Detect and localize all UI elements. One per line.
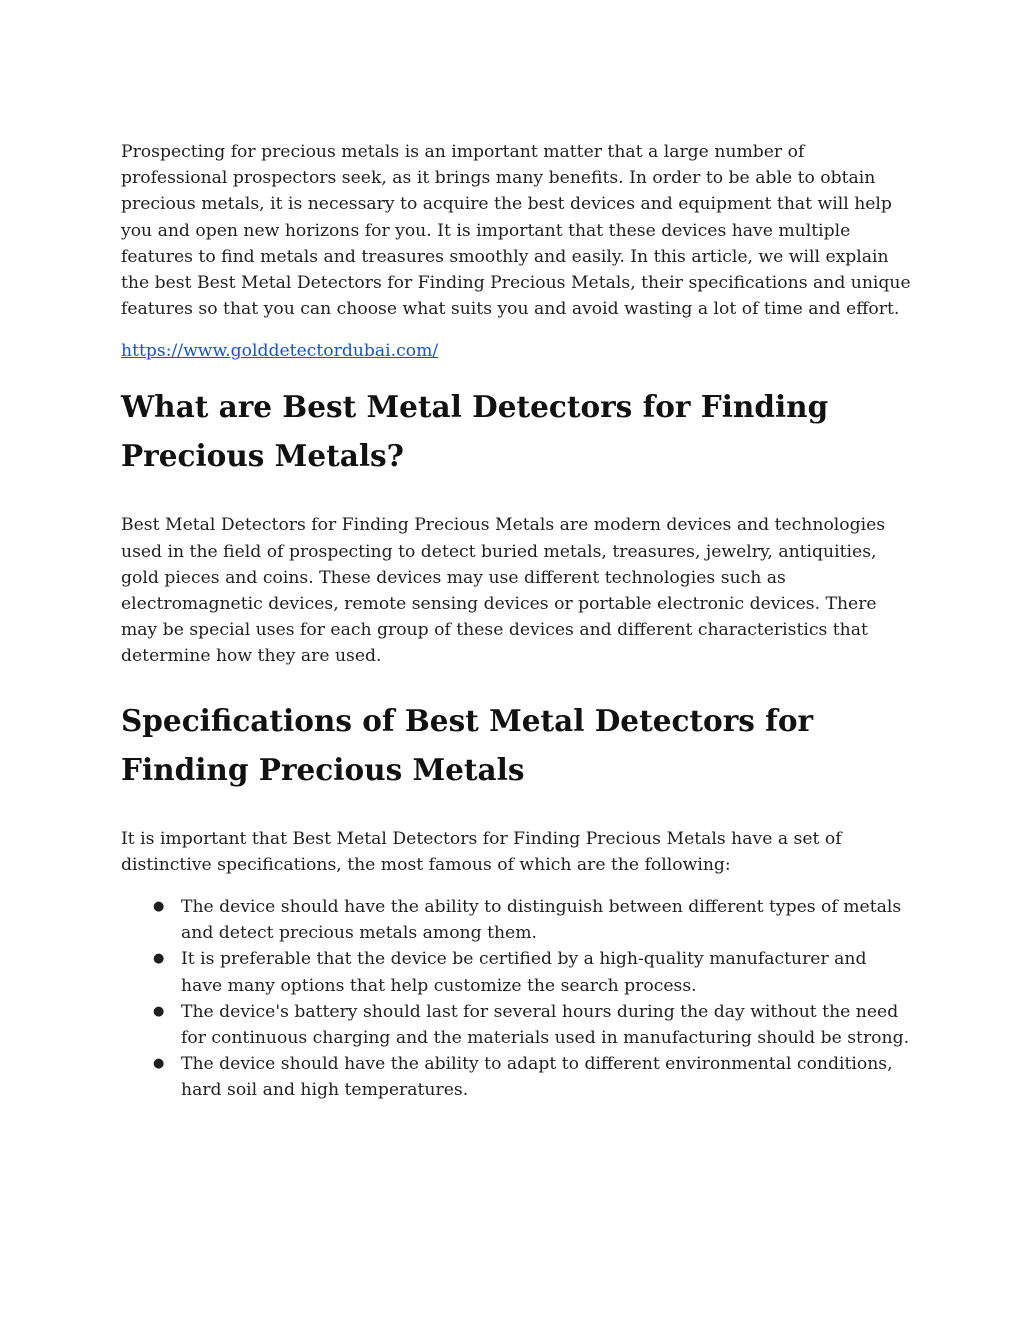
document-page (121, 139, 911, 1104)
list-item-text: The device's battery should last for several hours during the day without the need for continuous charging and the materials used in manufacturing should be strong. (181, 1001, 910, 1049)
section-specifications-body: It is important that Best Metal Detectors for Finding Precious Metals have a set of distinctive specifications, the most famous of which are the following: (121, 828, 842, 875)
list-item (121, 946, 911, 998)
bullet-icon: ● (153, 1003, 165, 1019)
bullet-icon: ● (153, 951, 165, 967)
intro-paragraph: Prospecting for precious metals is an important matter that a large number of professional prospectors seek, as it brings many benefits. In order to be able to obtain precious metals, it is necessary to acquire the best devices and equipment that will help you and open new horizons for you. It is important that these devices have multiple features to find metals and treasures smoothly and easily. In this article, we will explain the best Best Metal Detectors for Finding Precious Metals, their specifications and unique features so that you can choose what suits you and avoid wasting a lot of time and effort. (121, 142, 911, 320)
section-what-are-body: Best Metal Detectors for Finding Precious Metals are modern devices and technologies used in the field of prospecting to detect buried metals, treasures, jewelry, antiquities, gold pieces and coins. These devices may use different technologies such as electromagnetic devices, remote sensing devices or portable electronic devices. There may be special uses for each group of these devices and different characteristics that determine how they are used. (121, 515, 886, 667)
list-item (121, 1051, 911, 1103)
website-link[interactable]: https://www.golddetectordubai.com/ (121, 341, 439, 362)
list-item-text: The device should have the ability to adapt to different environmental conditions, hard soil and high temperatures. (181, 1054, 893, 1101)
specifications-list (121, 894, 911, 1104)
list-item (121, 894, 911, 946)
section-heading-what-are: What are Best Metal Detectors for Finding Precious Metals? (121, 389, 829, 474)
list-item-text: The device should have the ability to distinguish between different types of metals and detect precious metals among them. (181, 897, 902, 944)
list-item-text: It is preferable that the device be certified by a high-quality manufacturer and have many options that help customize the search process. (181, 949, 867, 996)
bullet-icon: ● (153, 1056, 165, 1072)
link-paragraph (121, 338, 911, 364)
bullet-icon: ● (153, 899, 165, 915)
section-heading-specifications: Specifications of Best Metal Detectors for Finding Precious Metals (121, 702, 814, 787)
list-item (121, 999, 911, 1051)
